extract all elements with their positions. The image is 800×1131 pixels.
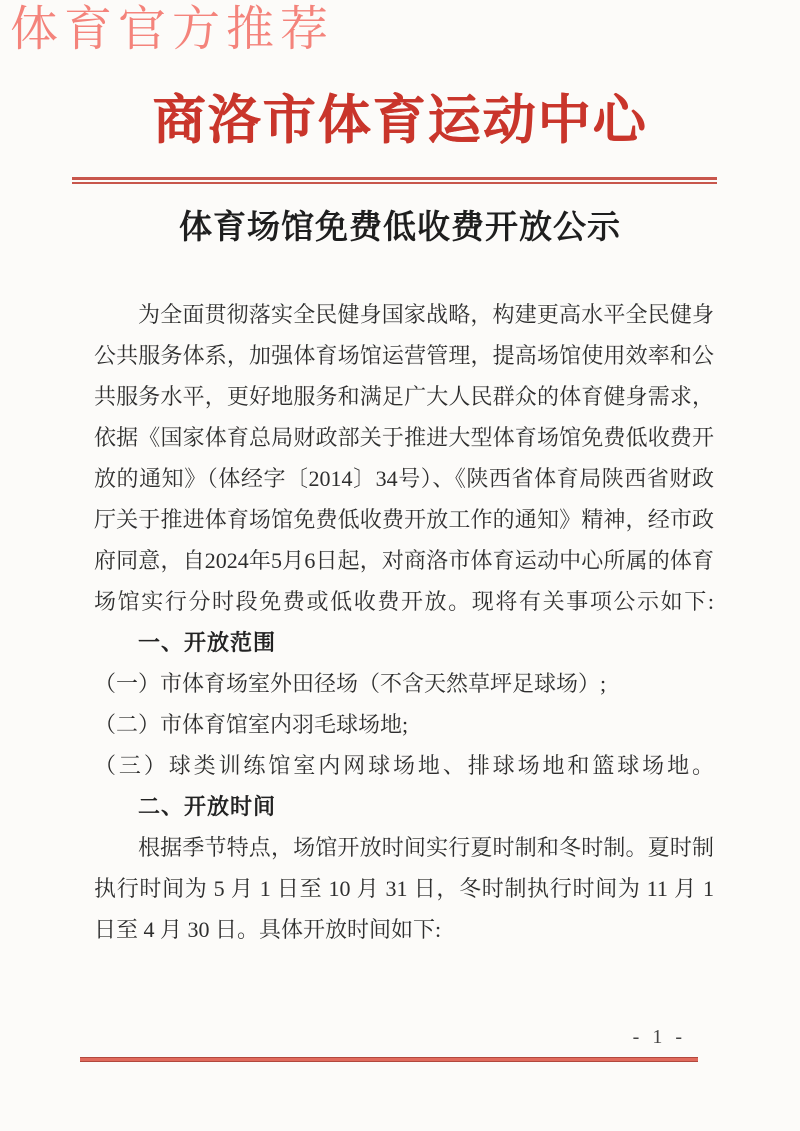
text-line: 执行时间为 5 月 1 日至 10 月 31 日，冬时制执行时间为 11 月 1 <box>94 876 714 901</box>
text-line: 放的通知》（体经字〔2014〕34号）、《陕西省体育局陕西省财政 <box>94 466 714 491</box>
text-line: 厅关于推进体育场馆免费低收费开放工作的通知》精神，经市政 <box>94 507 714 532</box>
footer-rule <box>80 1057 698 1062</box>
text-line: （一）市体育场室外田径场（不含天然草坪足球场）; <box>94 671 607 696</box>
text-line: 场馆实行分时段免费或低收费开放。现将有关事项公示如下: <box>94 589 714 614</box>
text-line: 共服务水平，更好地服务和满足广大人民群众的体育健身需求， <box>94 384 714 409</box>
organization-title: 商洛市体育运动中心 <box>152 92 648 150</box>
text-line: 为全面贯彻落实全民健身国家战略，构建更高水平全民健身 <box>138 302 714 327</box>
document-title: 体育场馆免费低收费开放公示 <box>179 210 621 246</box>
text-line: 日至 4 月 30 日。具体开放时间如下: <box>94 917 442 942</box>
document-body <box>94 294 714 950</box>
text-line: （二）市体育馆室内羽毛球场地; <box>94 712 409 737</box>
page-number: - 1 - <box>632 1026 684 1048</box>
text-line: （三）球类训练馆室内网球场地、排球场地和篮球场地。 <box>94 753 714 778</box>
section-heading: 一、开放范围 <box>138 630 277 655</box>
text-line: 根据季节特点，场馆开放时间实行夏时制和冬时制。夏时制 <box>138 835 714 860</box>
section-heading: 二、开放时间 <box>138 794 277 819</box>
header-double-rule <box>72 177 717 184</box>
text-line: 依据《国家体育总局财政部关于推进大型体育场馆免费低收费开 <box>94 425 714 450</box>
watermark-text: 体育官方推荐 <box>10 3 335 56</box>
text-line: 公共服务体系，加强体育场馆运营管理，提高场馆使用效率和公 <box>94 343 714 368</box>
text-line: 府同意，自2024年5月6日起，对商洛市体育运动中心所属的体育 <box>94 548 714 573</box>
